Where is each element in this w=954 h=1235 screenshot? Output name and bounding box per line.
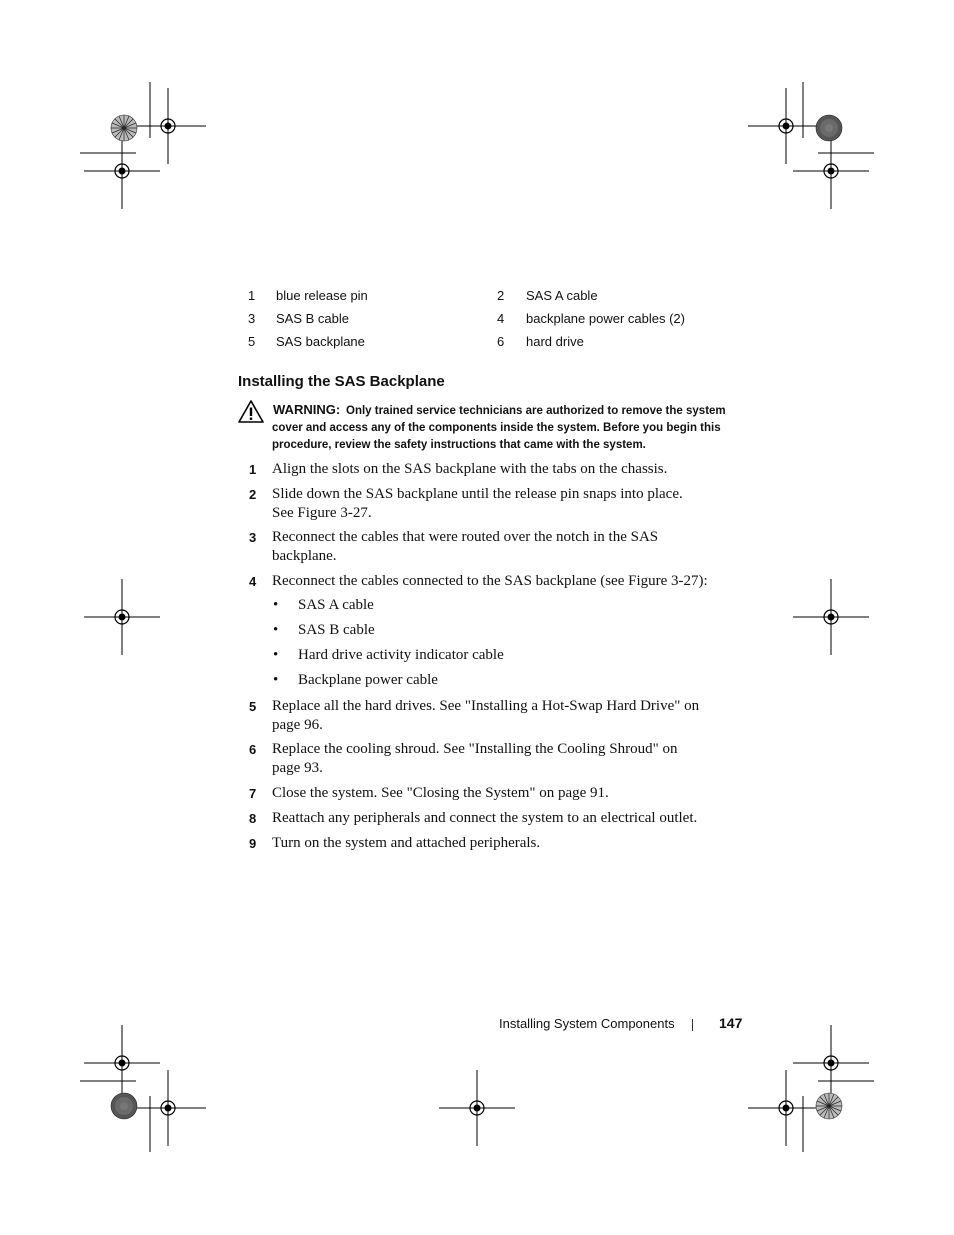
legend-label: backplane power cables (2) xyxy=(526,311,685,326)
warning-title: WARNING: xyxy=(273,402,341,417)
legend-number: 1 xyxy=(248,288,256,303)
step-number: 7 xyxy=(249,786,257,801)
bullet-text: Hard drive activity indicator cable xyxy=(298,647,504,663)
legend-label: blue release pin xyxy=(276,288,368,303)
legend-number: 3 xyxy=(248,311,256,326)
page-number: 147 xyxy=(719,1015,743,1031)
bullet-symbol: • xyxy=(273,622,279,638)
legend-label: hard drive xyxy=(526,334,584,349)
bullet-text: SAS A cable xyxy=(298,597,374,613)
bullet-text: Backplane power cable xyxy=(298,672,438,688)
step-text: Reconnect the cables connected to the SAS backplane (see Figure 3-27): xyxy=(272,573,708,589)
step-text: Reconnect the cables that were routed over the notch in the SAS xyxy=(272,529,659,545)
step-text: Align the slots on the SAS backplane with the tabs on the chassis. xyxy=(272,461,668,477)
step-number: 5 xyxy=(249,699,257,714)
step-number: 9 xyxy=(249,836,257,851)
legend-label: SAS B cable xyxy=(276,311,349,326)
bullet-symbol: • xyxy=(273,647,279,663)
step-text: backplane. xyxy=(272,548,337,564)
step-text: Replace the cooling shroud. See "Installing the Cooling Shroud" on xyxy=(272,741,678,757)
step-number: 6 xyxy=(249,742,257,757)
footer-separator xyxy=(692,1019,693,1031)
bullet-symbol: • xyxy=(273,672,279,688)
legend-number: 6 xyxy=(497,334,505,349)
warning-text-line: Only trained service technicians are authorized to remove the system xyxy=(346,405,726,417)
legend-number: 2 xyxy=(497,288,505,303)
step-text: Turn on the system and attached peripherals. xyxy=(272,835,541,851)
warning-text-line: cover and access any of the components inside the system. Before you begin this xyxy=(272,422,721,434)
bullet-symbol: • xyxy=(273,597,279,613)
legend-label: SAS A cable xyxy=(526,288,598,303)
footer-chapter-title: Installing System Components xyxy=(499,1016,675,1031)
step-number: 8 xyxy=(249,811,257,826)
step-text: Slide down the SAS backplane until the release pin snaps into place. xyxy=(272,486,683,502)
section-heading: Installing the SAS Backplane xyxy=(238,373,445,390)
bullet-text: SAS B cable xyxy=(298,622,375,638)
legend-number: 5 xyxy=(248,334,256,349)
warning-text-line: procedure, review the safety instructions that came with the system. xyxy=(272,439,646,451)
step-number: 1 xyxy=(249,462,257,477)
step-text: Replace all the hard drives. See "Installing a Hot-Swap Hard Drive" on xyxy=(272,698,700,714)
step-text: page 96. xyxy=(272,717,323,733)
legend-number: 4 xyxy=(497,311,505,326)
legend-label: SAS backplane xyxy=(276,334,365,349)
step-text: Close the system. See "Closing the System" on page 91. xyxy=(272,785,609,801)
warning-triangle-icon xyxy=(238,400,264,423)
step-number: 4 xyxy=(249,574,257,589)
step-text: See Figure 3-27. xyxy=(272,505,372,521)
step-number: 2 xyxy=(249,487,257,502)
step-text: Reattach any peripherals and connect the system to an electrical outlet. xyxy=(272,810,698,826)
step-number: 3 xyxy=(249,530,257,545)
step-text: page 93. xyxy=(272,760,323,776)
